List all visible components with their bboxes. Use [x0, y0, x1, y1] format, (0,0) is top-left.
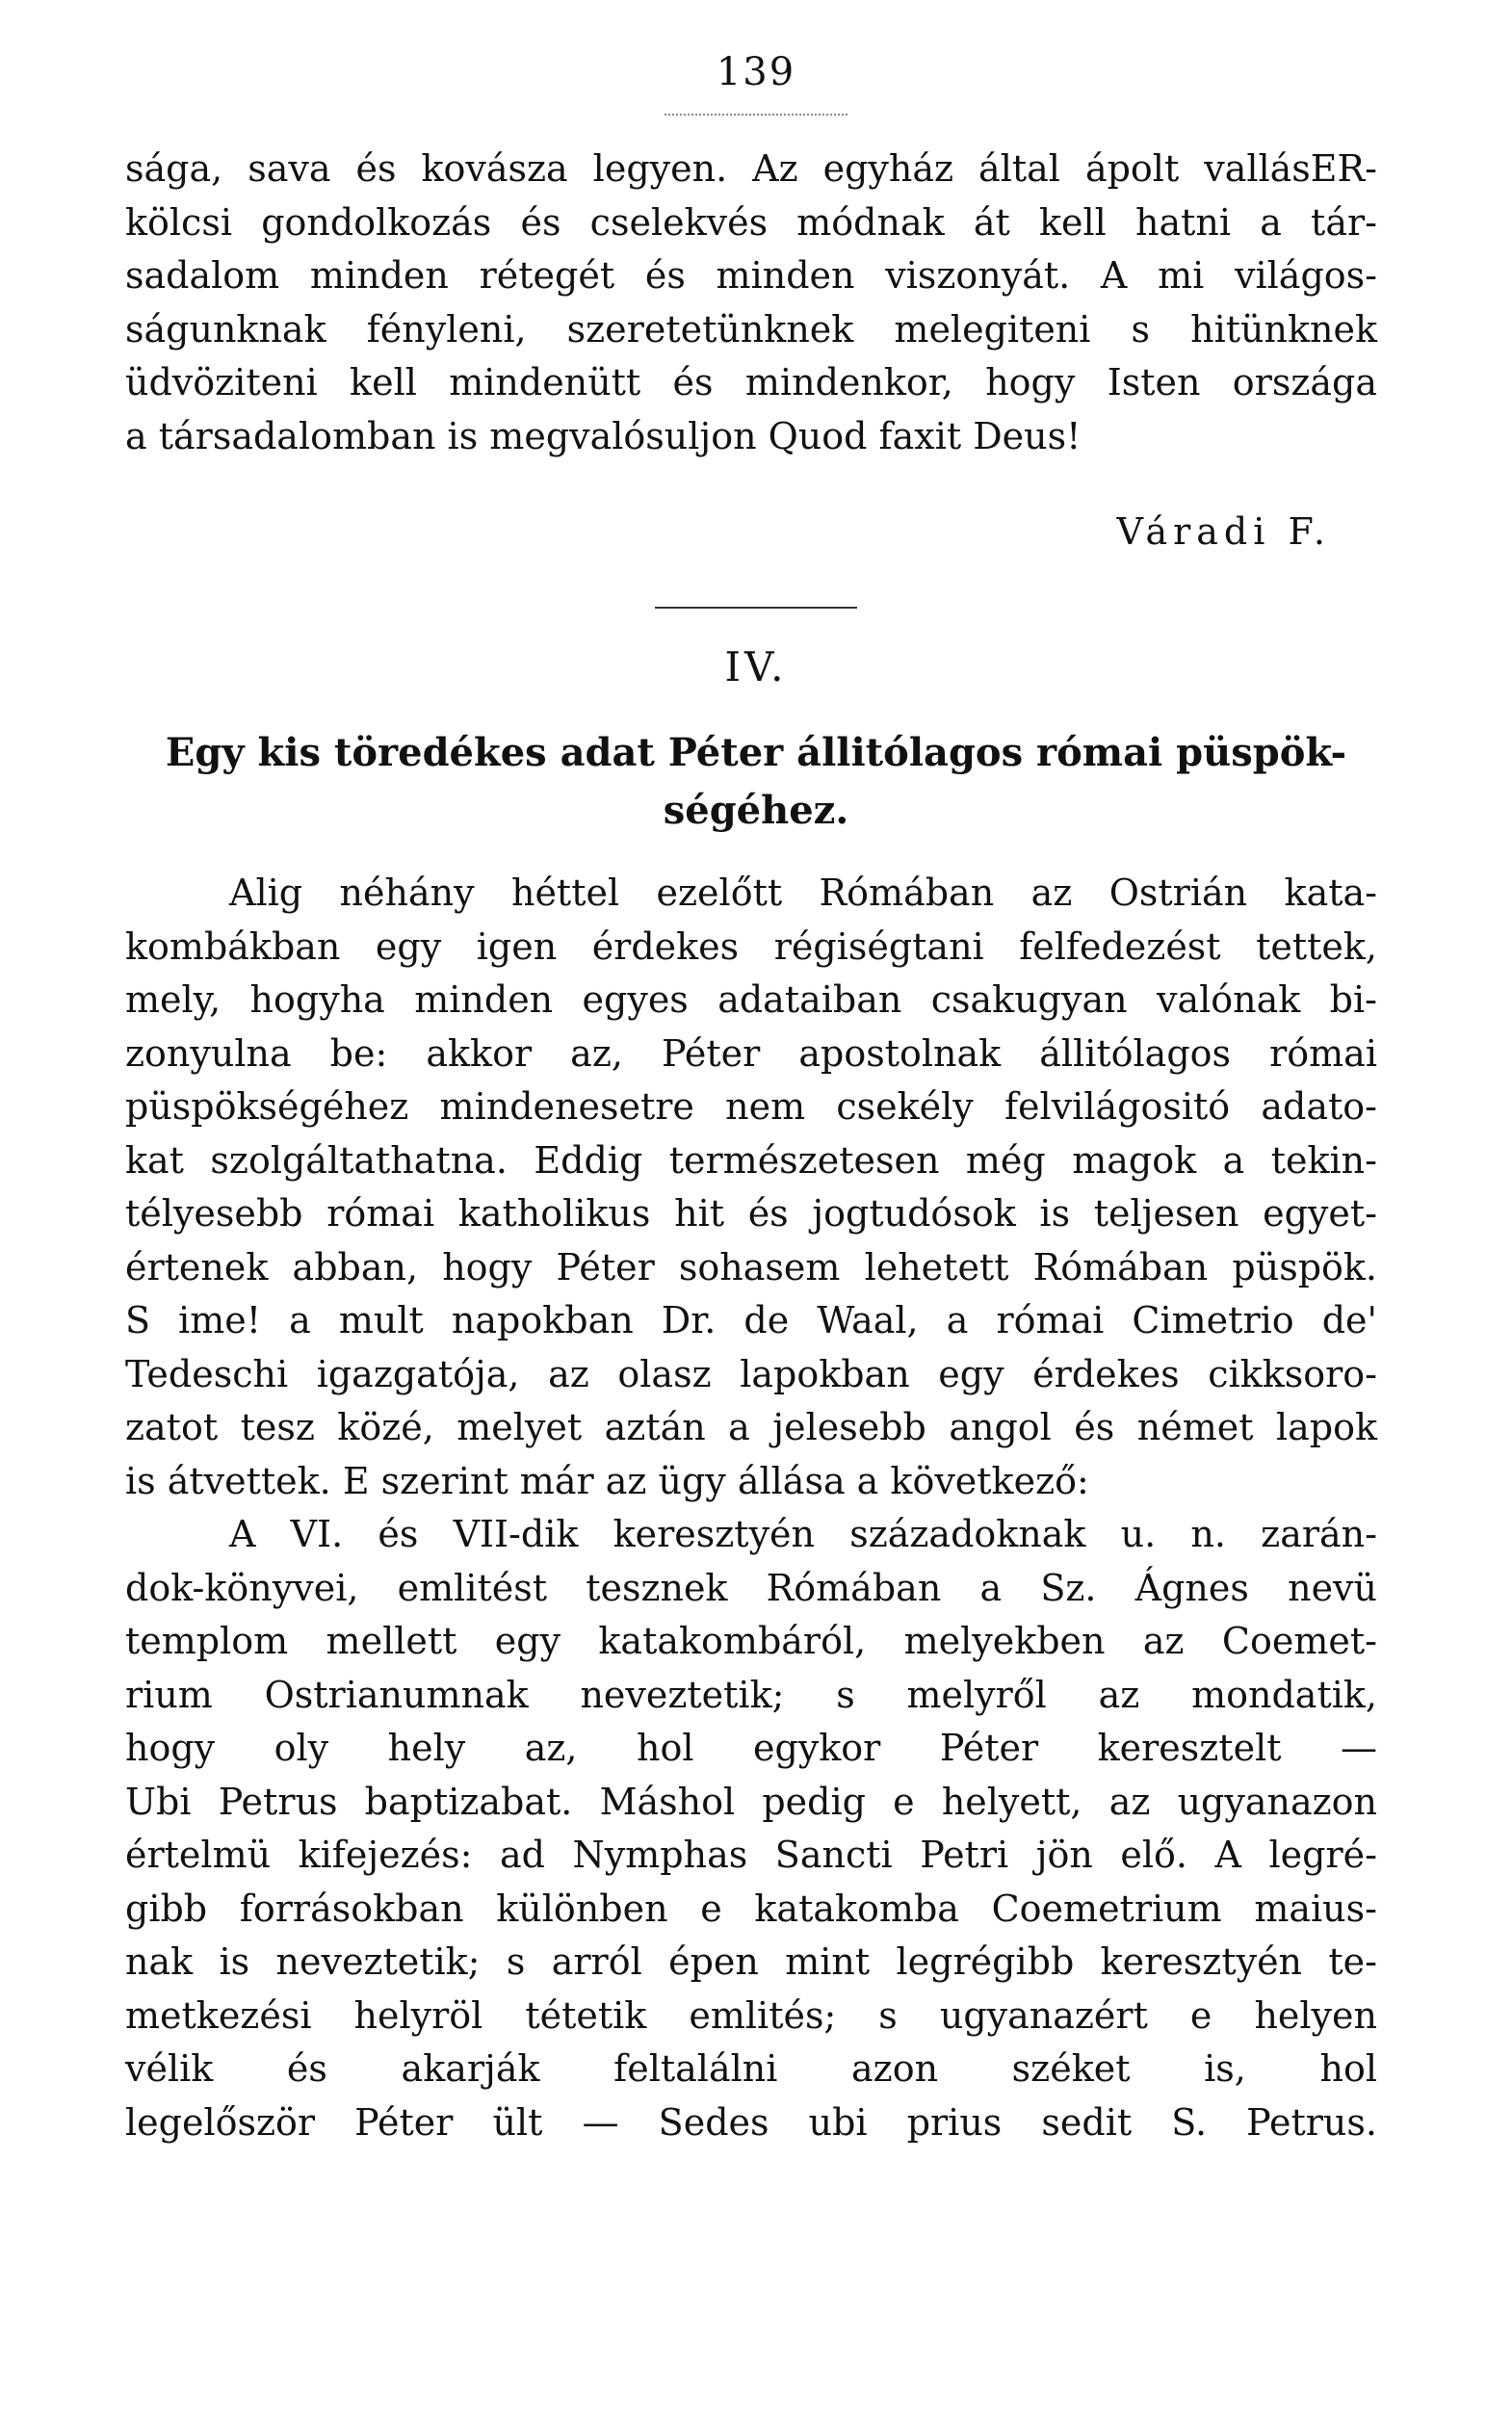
- text-line: metkezési helyröl tétetik emlités; s ugyanazért e helyen: [125, 1993, 1377, 2037]
- section-divider: [655, 607, 857, 609]
- section-title-line: ségéhez.: [663, 788, 849, 833]
- text-line: kat szolgáltathatna. Eddig természetesen még magok a tekin-: [125, 1138, 1377, 1182]
- text-line: sága, sava és kovásza legyen. Az egyház által ápolt vallásER-: [125, 147, 1377, 190]
- text-line: nak is neveztetik; s arról épen mint legrégibb keresztyén te-: [125, 1940, 1377, 1983]
- text-line: értenek abban, hogy Péter sohasem lehetett Rómában püspök.: [125, 1245, 1377, 1289]
- text-line: gibb forrásokban különben e katakomba Coemetrium maius-: [125, 1887, 1377, 1930]
- text-line: kölcsi gondolkozás és cselekvés módnak át kell hatni a tár-: [125, 200, 1377, 244]
- text-line: templom mellett egy katakombáról, melyekben az Coemet-: [125, 1620, 1377, 1662]
- text-line: kombákban egy igen érdekes régiségtani felfedezést tettek,: [125, 924, 1377, 968]
- text-line: rium Ostrianumnak neveztetik; s melyről az mondatik,: [125, 1673, 1377, 1716]
- text-line: A VI. és VII-dik keresztyén századoknak u. n. zarán-: [229, 1513, 1377, 1555]
- body-paragraph: [125, 867, 1377, 1508]
- section-title-line: Egy kis töredékes adat Péter állitólagos római püspök-: [165, 730, 1347, 775]
- text-line: üdvöziteni kell mindenütt és mindenkor, hogy Isten országa: [125, 361, 1377, 404]
- text-line: értelmü kifejezés: ad Nymphas Sancti Petri jön elő. A legré-: [125, 1834, 1377, 1876]
- text-line: legelőször Péter ült — Sedes ubi prius sedit S. Petrus.: [125, 2100, 1377, 2144]
- text-line: télyesebb római katholikus hit és jogtudósok is teljesen egyet-: [125, 1192, 1377, 1235]
- section-title: [144, 724, 1368, 840]
- text-line: Alig néhány héttel ezelőtt Rómában az Ostrián kata-: [229, 872, 1377, 914]
- text-line: a társadalomban is megvalósuljon Quod faxit Deus!: [125, 414, 1082, 457]
- header-divider: [665, 114, 847, 116]
- text-line: vélik és akarják feltalálni azon széket is, hol: [125, 2047, 1377, 2090]
- section-number: IV.: [724, 643, 788, 690]
- text-line: dok-könyvei, emlitést tesznek Rómában a Sz. Ágnes nevü: [125, 1566, 1377, 1609]
- page-number: 139: [716, 50, 796, 94]
- text-line: ságunknak fényleni, szeretetünknek melegiteni s hitünknek: [125, 307, 1377, 351]
- text-line: zonyulna be: akkor az, Péter apostolnak állitólagos római: [125, 1031, 1377, 1075]
- text-line: Ubi Petrus baptizabat. Máshol pedig e helyett, az ugyanazon: [125, 1780, 1377, 1823]
- text-line: is átvettek. E szerint már az ügy állása a következő:: [125, 1459, 1089, 1502]
- text-line: S ime! a mult napokban Dr. de Waal, a római Cimetrio de': [125, 1299, 1377, 1341]
- text-line: mely, hogyha minden egyes adataiban csakugyan valónak bi-: [125, 978, 1377, 1021]
- text-line: sadalom minden rétegét és minden viszonyát. A mi világos-: [125, 254, 1377, 297]
- opening-paragraph: [125, 143, 1377, 463]
- author-signature: Váradi F.: [1116, 510, 1331, 553]
- text-line: zatot tesz közé, melyet aztán a jelesebb angol és német lapok: [125, 1406, 1377, 1448]
- text-line: hogy oly hely az, hol egykor Péter keresztelt —: [125, 1727, 1377, 1769]
- body-paragraph-2: [125, 1508, 1377, 2149]
- text-line: Tedeschi igazgatója, az olasz lapokban egy érdekes cikksoro-: [125, 1352, 1377, 1395]
- text-line: püspökségéhez mindenesetre nem csekély felvilágositó adato-: [125, 1085, 1377, 1128]
